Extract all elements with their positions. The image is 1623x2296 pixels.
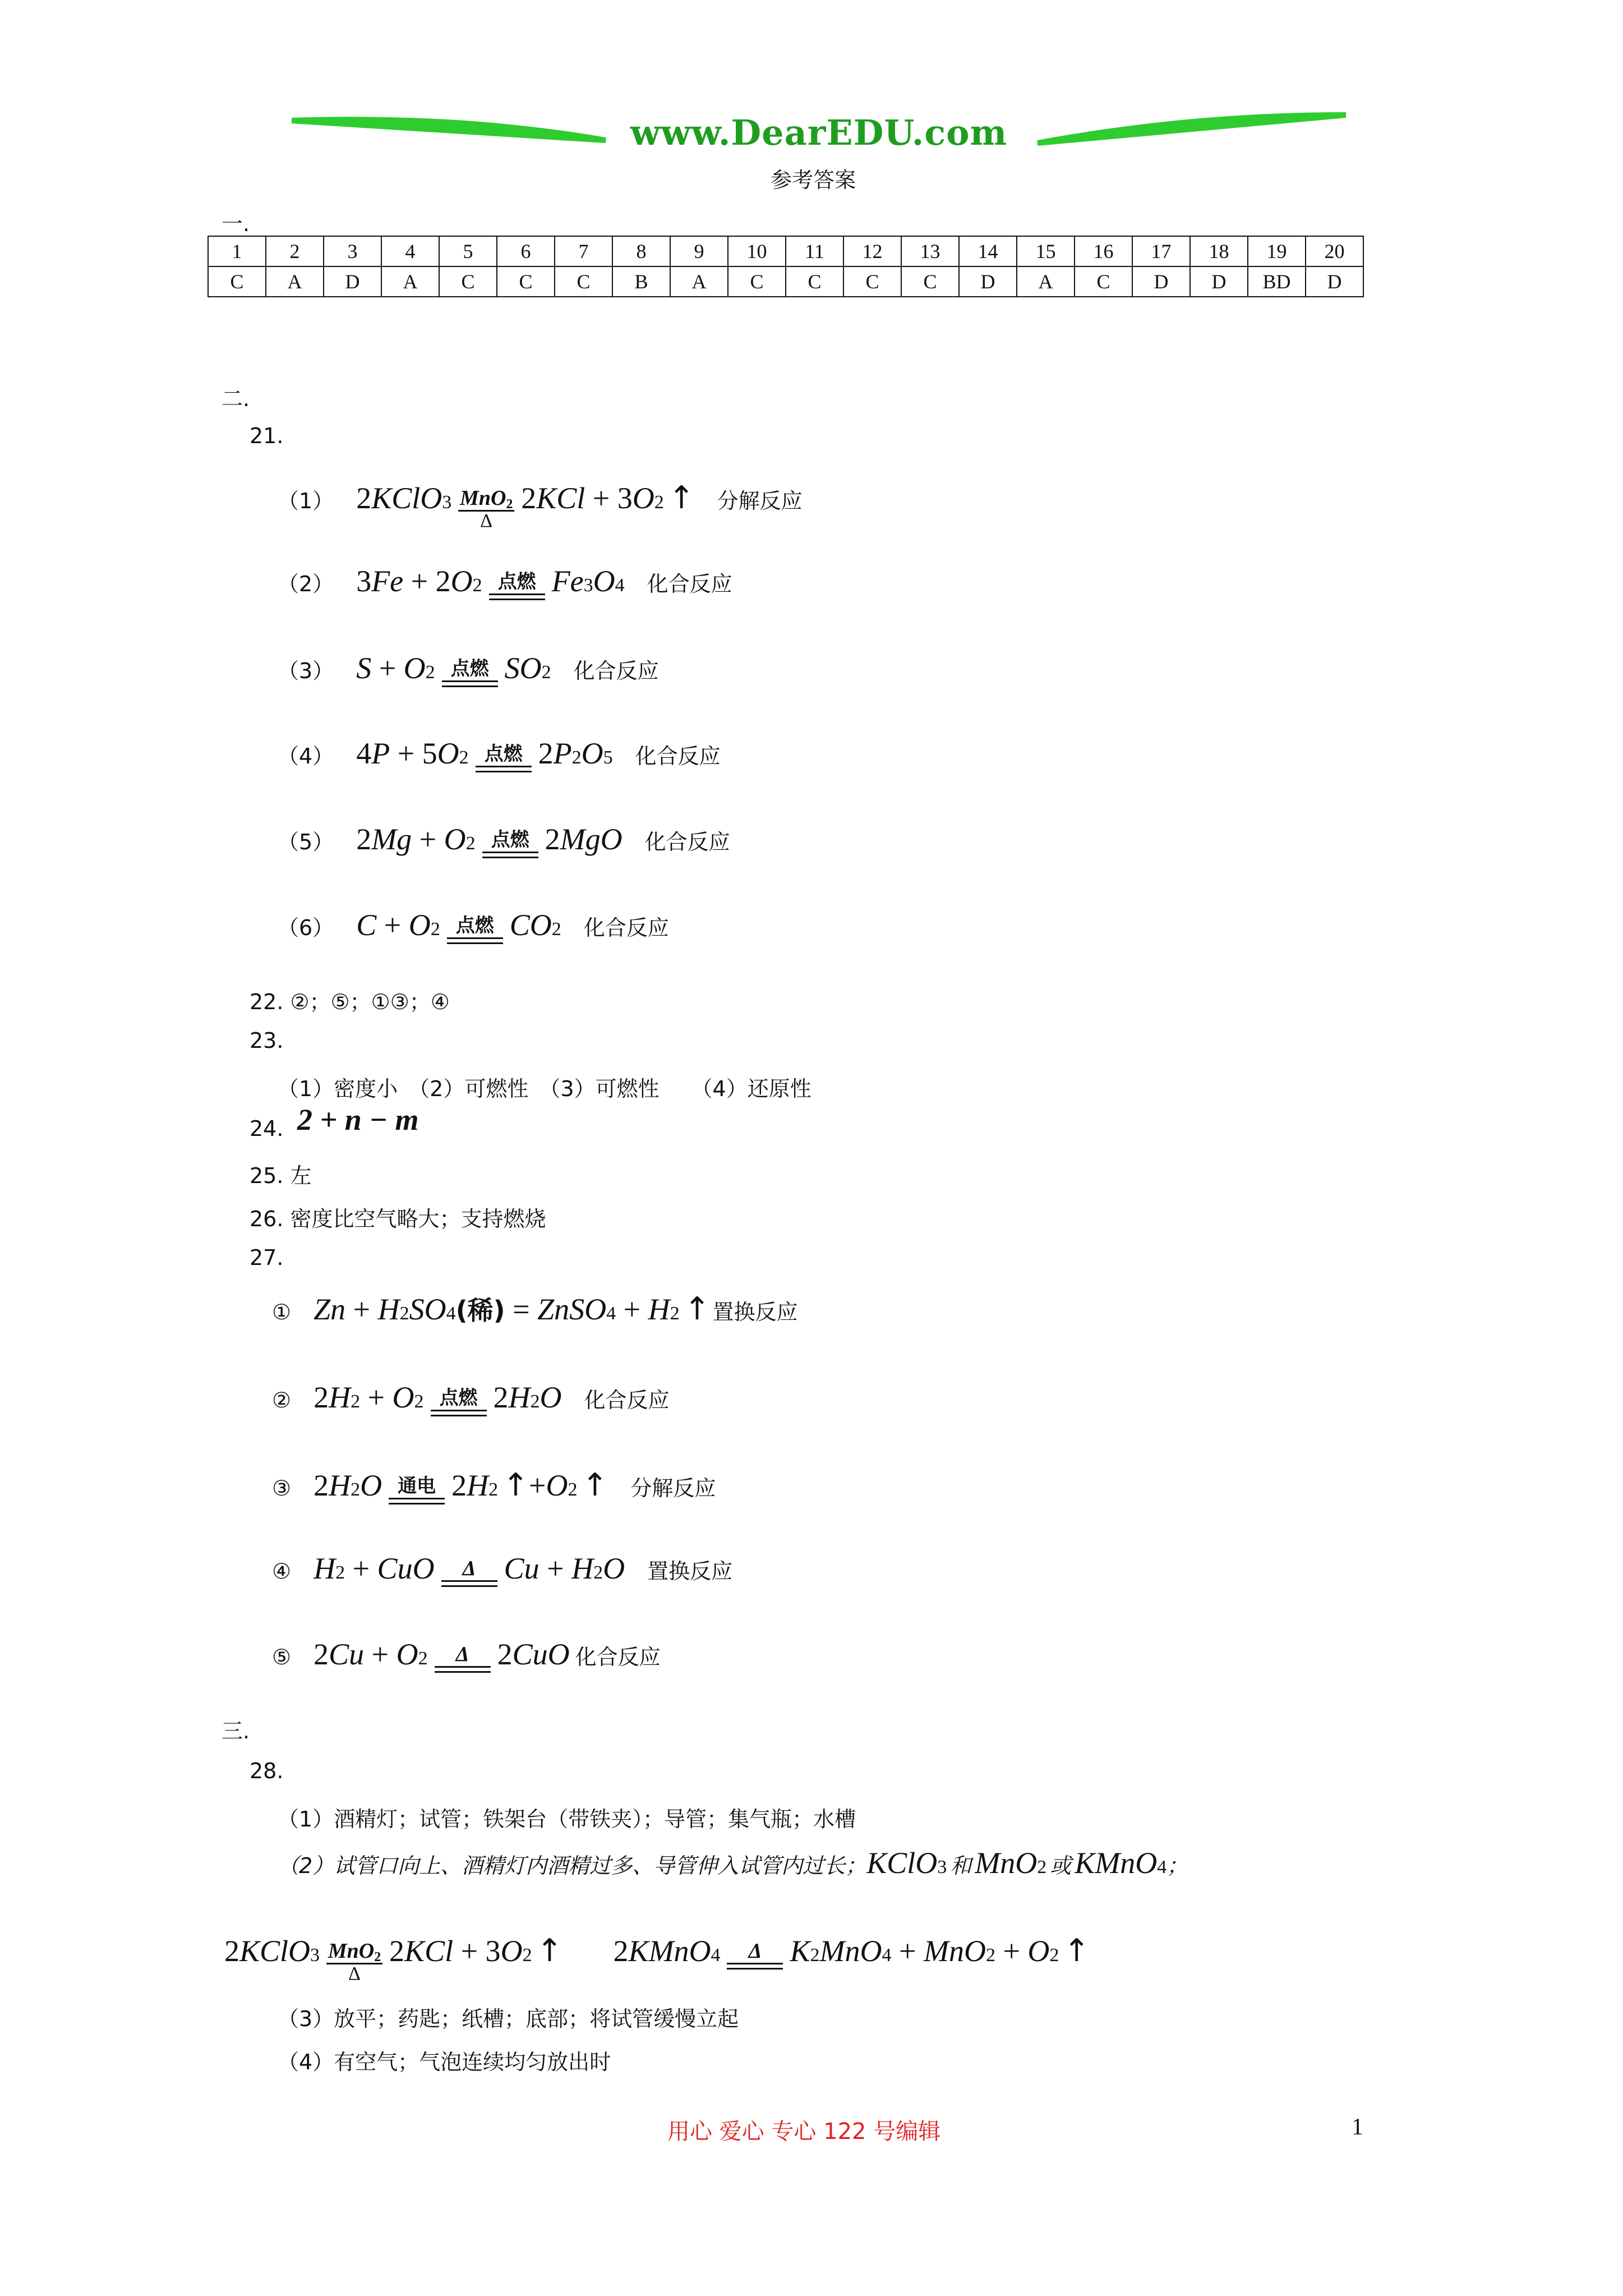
table-cell-answer: C [208,266,266,297]
question-28-answer-4: （4）有空气；气泡连续均匀放出时 [278,2050,611,2074]
table-cell-number: 2 [266,236,324,266]
table-cell-answer: C [1075,266,1132,297]
table-cell-answer: C [843,266,901,297]
question-23-answer: （1）密度小 （2）可燃性 （3）可燃性 （4）还原性 [278,1076,811,1101]
question-28-answer-1: （1）酒精灯；试管；铁架台（带铁夹）；导管；集气瓶；水槽 [278,1807,856,1832]
table-cell-number: 16 [1075,236,1132,266]
table-cell-number: 17 [1132,236,1190,266]
equation-21-3: （3） S + O 2 点燃 SO 2 化合反应 [278,651,659,691]
table-cell-number: 20 [1306,236,1363,266]
equation-27-2: ② 2 H 2 + O 2 点燃 2 H 2 O 化合反应 [272,1380,670,1420]
equation-27-3: ③ 2 H 2 O 通电 2 H 2 ↑ + O 2 ↑ 分解反应 [272,1467,716,1503]
section2-label: 二. [222,386,250,411]
table-cell-number: 19 [1248,236,1306,266]
table-cell-answer: C [555,266,612,297]
table-cell-answer: C [901,266,959,297]
table-cell-answer: A [381,266,439,297]
table-cell-number: 1 [208,236,266,266]
question-22: 22. ②；⑤；①③；④ [250,990,450,1014]
question-26: 26. 密度比空气略大；支持燃烧 [250,1207,546,1231]
table-cell-number: 10 [728,236,786,266]
table-cell-answer: C [728,266,786,297]
question-25: 25. 左 [250,1163,312,1188]
table-cell-answer: D [959,266,1017,297]
equation-27-1: ① Zn + H 2 SO 4 (稀) = ZnSO 4 + H 2 ↑ 置换反应 [272,1291,798,1327]
question-28-number: 28. [250,1759,284,1783]
table-row [208,266,1363,297]
question-28-equations: 2 KClO 3 MnO$_2$ Δ 2 KCl + 3 O 2 ↑ 2 KMnO 4 Δ K 2 MnO 4 + MnO 2 + O 2 ↑ [224,1932,1090,1984]
equation-27-5: ⑤ 2 Cu + O 2 Δ 2 CuO 化合反应 [272,1637,661,1676]
table-cell-answer: A [1017,266,1075,297]
table-cell-answer: C [786,266,843,297]
equation-21-6: （6） C + O 2 点燃 CO 2 化合反应 [278,908,669,947]
table-cell-answer: B [612,266,670,297]
table-cell-number: 13 [901,236,959,266]
table-cell-number: 9 [670,236,728,266]
question-24-number: 24. [250,1116,284,1141]
question-28-answer-2: （2）试管口向上、酒精灯内酒精过多、导管伸入试管内过长； KClO 3 和 MnO 2 或 KMnO 4 ； [278,1846,1188,1880]
table-row [208,236,1363,266]
table-cell-answer: C [497,266,555,297]
equation-21-4: （4） 4 P + 5 O 2 点燃 2 P 2 O 5 化合反应 [278,736,721,776]
table-cell-answer: BD [1248,266,1306,297]
table-cell-number: 15 [1017,236,1075,266]
table-cell-answer: D [1306,266,1363,297]
table-cell-answer: D [1190,266,1248,297]
table-cell-answer: A [266,266,324,297]
table-cell-number: 4 [381,236,439,266]
answer-table [208,236,1364,297]
table-cell-number: 11 [786,236,843,266]
section1-label: 一. [222,211,250,236]
equation-21-1: （1） 2 KClO 3 MnO$_2$ Δ 2 KCl + 3 O 2 ↑ 分解反应 [278,480,803,531]
site-logo-text: www.DearEDU.com [630,112,1008,153]
equation-21-2: （2） 3 Fe + 2 O 2 点燃 Fe 3 O 4 化合反应 [278,564,732,604]
question-27-number: 27. [250,1245,284,1270]
table-cell-number: 8 [612,236,670,266]
table-cell-number: 3 [324,236,381,266]
question-21-number: 21. [250,424,284,448]
page-title: 参考答案 [770,168,856,192]
table-cell-number: 5 [439,236,497,266]
table-cell-number: 6 [497,236,555,266]
question-28-answer-3: （3）放平；药匙；纸槽；底部；将试管缓慢立起 [278,2007,739,2031]
question-24-answer: 2 + n − m [297,1103,419,1137]
footer-text: 用心 爱心 专心 122 号编辑 [667,2119,941,2145]
question-23-number: 23. [250,1028,284,1053]
equation-27-4: ④ H 2 + CuO Δ Cu + H 2 O 置换反应 [272,1551,732,1590]
table-cell-answer: D [1132,266,1190,297]
table-cell-number: 7 [555,236,612,266]
page-number: 1 [1352,2114,1363,2140]
table-cell-answer: D [324,266,381,297]
table-cell-number: 12 [843,236,901,266]
table-cell-answer: C [439,266,497,297]
section3-label: 三. [222,1719,250,1743]
equation-21-5: （5） 2 Mg + O 2 点燃 2 MgO 化合反应 [278,822,730,862]
table-cell-number: 18 [1190,236,1248,266]
table-cell-number: 14 [959,236,1017,266]
table-cell-answer: A [670,266,728,297]
